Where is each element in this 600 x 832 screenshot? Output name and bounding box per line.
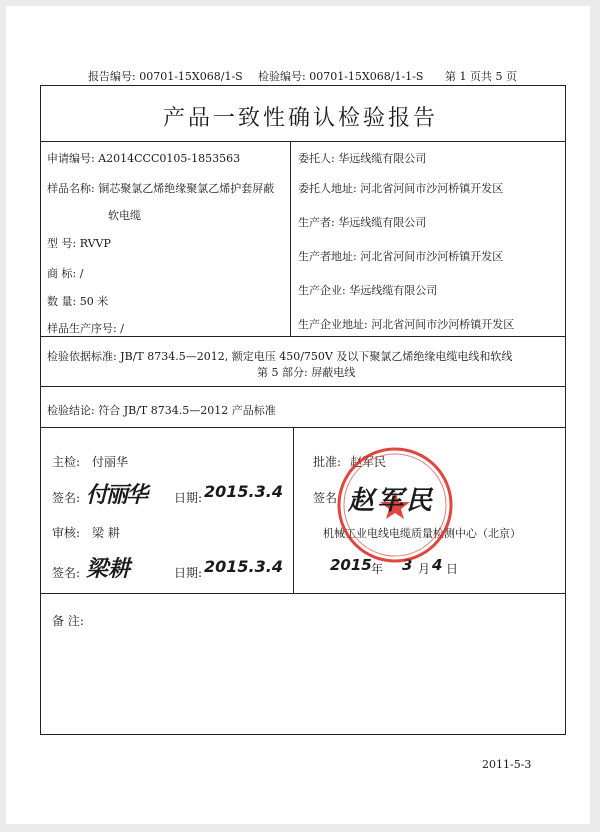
sample-name-cont: 软电缆	[108, 209, 141, 222]
divider	[40, 386, 566, 387]
approver-name: 赵军民	[350, 455, 387, 469]
chief-name: 付丽华	[92, 455, 129, 469]
chief-signature: 付丽华	[86, 483, 147, 508]
approve-date-day: 4	[432, 556, 443, 574]
test-number: 检验编号: 00701-15X068/1-1-S	[258, 70, 424, 83]
page-title: 产品一致性确认检验报告	[163, 106, 439, 131]
approver-label: 批准:	[313, 455, 342, 469]
producer: 生产者: 华远线缆有限公司	[298, 216, 427, 229]
chief-date: 2015.3.4	[204, 482, 283, 501]
reviewer-label: 审核:	[52, 526, 81, 540]
client: 委托人: 华远线缆有限公司	[298, 152, 427, 165]
producer-address: 生产者地址: 河北省河间市沙河桥镇开发区	[298, 250, 504, 263]
divider	[40, 593, 566, 594]
divider	[40, 141, 566, 142]
reviewer-date: 2015.3.4	[204, 557, 283, 576]
test-basis: 检验依据标准: JB/T 8734.5—2012, 额定电压 450/750V 及以下聚氯乙烯绝缘电缆电线和软线	[47, 350, 513, 363]
approve-date-month: 3	[402, 556, 413, 574]
column-divider	[290, 141, 291, 336]
reviewer-name: 梁 耕	[92, 526, 120, 540]
test-basis-cont: 第 5 部分: 屏蔽电线	[257, 366, 356, 379]
trademark: 商 标: /	[47, 267, 84, 280]
sign-label: 签名	[313, 491, 338, 505]
divider	[40, 427, 566, 428]
approve-date-day-unit: 日	[446, 562, 459, 576]
approve-date-year-unit: 年	[371, 562, 384, 576]
page-indicator: 第 1 页共 5 页	[445, 70, 517, 83]
factory: 生产企业: 华远线缆有限公司	[298, 284, 438, 297]
reviewer-signature: 梁耕	[86, 557, 131, 582]
client-address: 委托人地址: 河北省河间市沙河桥镇开发区	[298, 182, 504, 195]
remarks-label: 备 注:	[52, 614, 84, 628]
sign-label: 签名:	[52, 566, 81, 580]
date-label: 日期:	[174, 491, 203, 505]
chief-label: 主检:	[52, 455, 81, 469]
model: 型 号: RVVP	[47, 237, 111, 250]
approver-signature: 赵军民	[348, 486, 436, 516]
quantity: 数 量: 50 米	[47, 295, 109, 308]
report-number: 报告编号: 00701-15X068/1-S	[88, 70, 243, 83]
application-number: 申请编号: A2014CCC0105-1853563	[47, 152, 241, 165]
approve-date-month-unit: 月	[418, 562, 431, 576]
sample-name: 样品名称: 铜芯聚氯乙烯绝缘聚氯乙烯护套屏蔽	[47, 182, 275, 195]
date-label: 日期:	[174, 566, 203, 580]
test-conclusion: 检验结论: 符合 JB/T 8734.5—2012 产品标准	[47, 404, 276, 417]
divider	[40, 336, 566, 337]
column-divider	[293, 427, 294, 593]
approve-date-year: 2015	[330, 556, 372, 574]
sign-label: 签名:	[52, 491, 81, 505]
footer-date: 2011-5-3	[482, 758, 532, 771]
sample-serial: 样品生产序号: /	[47, 322, 124, 335]
testing-center: 机械工业电线电缆质量检测中心（北京）	[323, 527, 521, 540]
factory-address: 生产企业地址: 河北省河间市沙河桥镇开发区	[298, 318, 515, 331]
